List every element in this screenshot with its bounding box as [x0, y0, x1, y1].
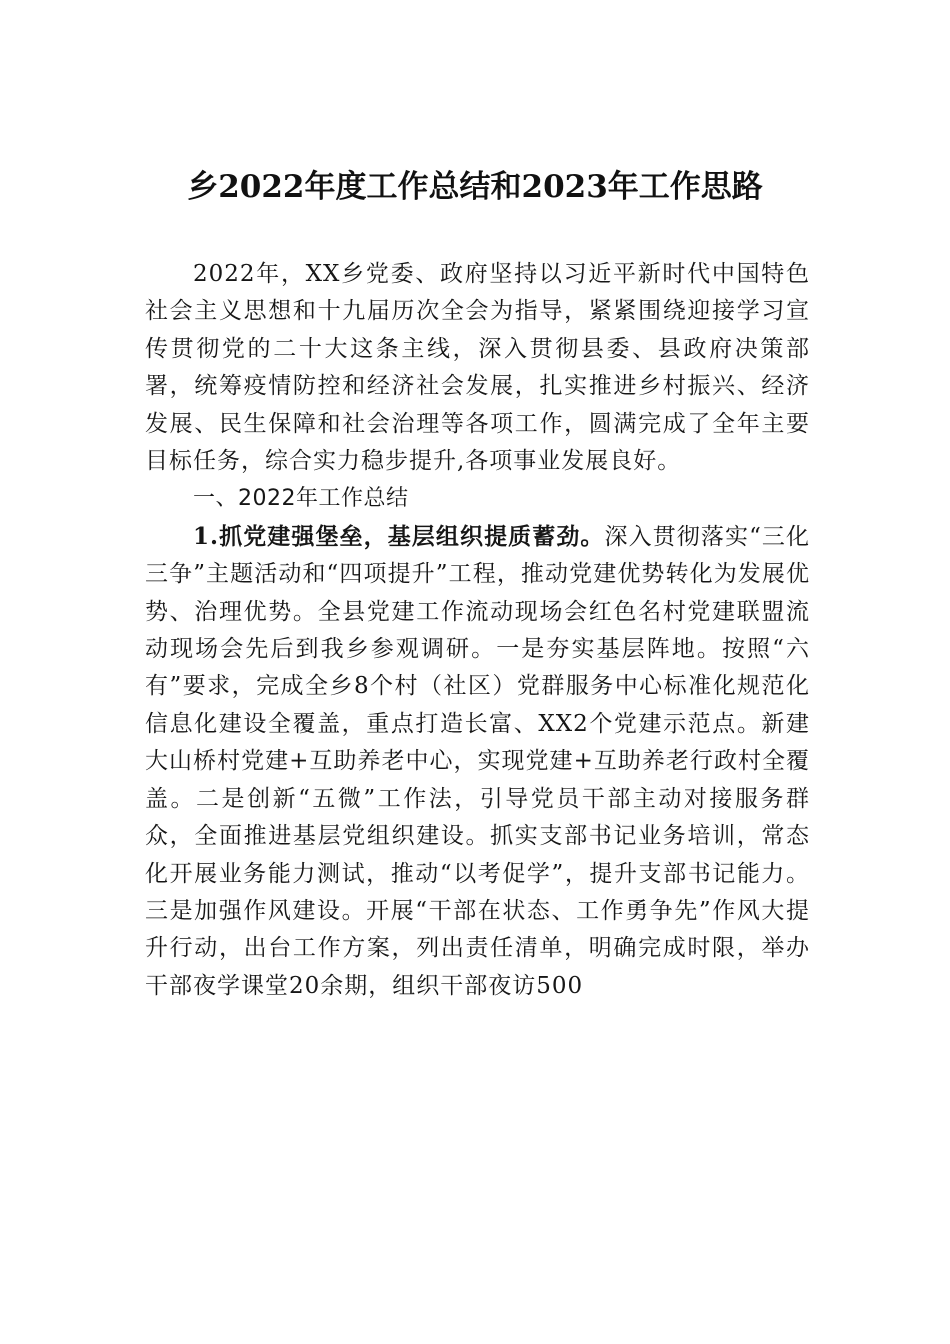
document-body [145, 256, 810, 1005]
intro-paragraph: 2022年，XX乡党委、政府坚持以习近平新时代中国特色社会主义思想和十九届历次全会为指导，紧紧围绕迎接学习宣传贯彻党的二十大这条主线，深入贯彻县委、县政府决策部署，统筹疫情防控和经济社会发展，扎实推进乡村振兴、经济发展、民生保障和社会治理等各项工作，圆满完成了全年主要目标任务，综合实力稳步提升,各项事业发展良好。 [145, 261, 810, 475]
item-body: 深入贯彻落实“三化三争”主题活动和“四项提升”工程，推动党建优势转化为发展优势、治理优势。全县党建工作流动现场会红色名村党建联盟流动现场会先后到我乡参观调研。一是夯实基层阵地。按照“六有”要求，完成全乡8个村（社区）党群服务中心标准化规范化信息化建设全覆盖，重点打造长富、XX2个党建示范点。新建大山桥村党建+互助养老中心，实现党建+互助养老行政村全覆盖。二是创新“五微”工作法，引导党员干部主动对接服务群众，全面推进基层党组织建设。抓实支部书记业务培训，常态化开展业务能力测试，推动“以考促学”，提升支部书记能力。三是加强作风建设。开展“干部在状态、工作勇争先”作风大提升行动，出台工作方案，列出责任清单，明确完成时限，举办干部夜学课堂20余期，组织干部夜访500 [145, 523, 810, 999]
item-lead: 1.抓党建强堡垒，基层组织提质蓄劲。 [193, 522, 605, 550]
item-paragraph [145, 518, 810, 1005]
document-title: 乡2022年度工作总结和2023年工作思路 [187, 169, 763, 205]
section-heading: 一、2022年工作总结 [193, 486, 409, 512]
